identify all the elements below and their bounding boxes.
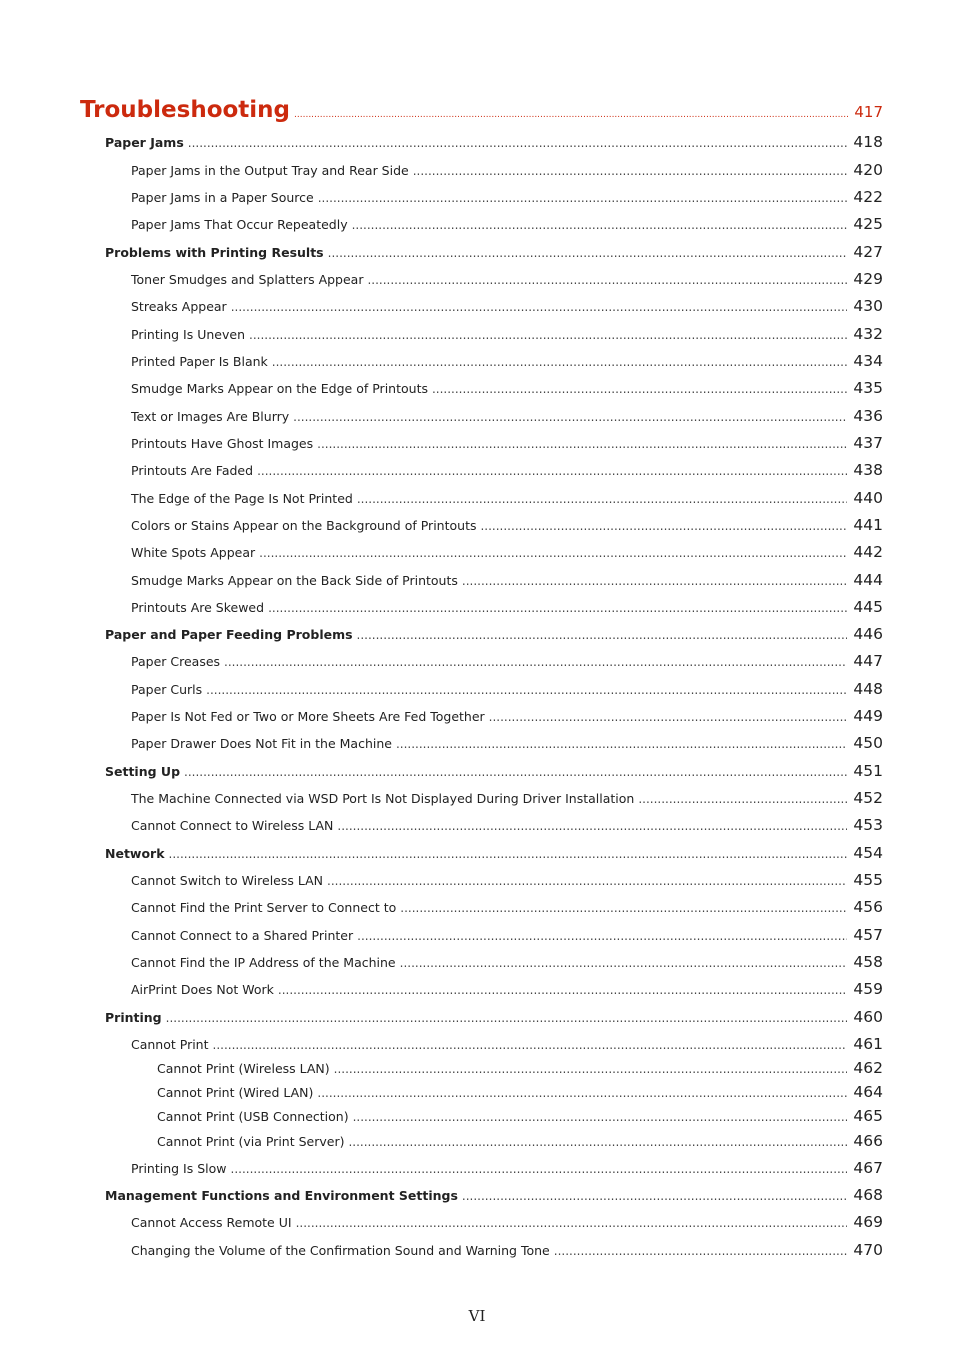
toc-entry-page: 429: [853, 270, 883, 288]
toc-leader-dots: [462, 1189, 847, 1203]
toc-entry[interactable]: [131, 953, 883, 971]
toc-leader-dots: [294, 110, 848, 120]
toc-entry-page: 455: [853, 871, 883, 889]
toc-entry-page: 448: [853, 680, 883, 698]
toc-entry-page: 447: [853, 652, 883, 670]
toc-entry[interactable]: [131, 1035, 883, 1053]
toc-entry-title: Setting Up: [105, 764, 181, 779]
toc-entry[interactable]: [131, 188, 883, 206]
toc-leader-dots: [231, 1162, 848, 1176]
toc-entry[interactable]: [131, 734, 883, 752]
toc-entry-title: Cannot Find the Print Server to Connect to: [131, 900, 397, 915]
toc-entry-page: 425: [853, 215, 883, 233]
toc-entry[interactable]: [131, 325, 883, 343]
toc-entry-page: 435: [853, 379, 883, 397]
toc-entry-page: 466: [853, 1132, 883, 1150]
toc-entry-page: 459: [853, 980, 883, 998]
toc-entry[interactable]: [131, 871, 883, 889]
toc-entry-page: 442: [853, 543, 883, 561]
toc-leader-dots: [296, 1216, 848, 1230]
toc-leader-dots: [462, 574, 848, 588]
toc-leader-dots: [268, 601, 847, 615]
toc-section-title: Troubleshooting: [80, 97, 291, 123]
toc-entry-page: 462: [853, 1059, 883, 1077]
toc-section-heading[interactable]: [80, 97, 883, 123]
toc-entry-page: 440: [853, 489, 883, 507]
toc-entry[interactable]: [131, 215, 883, 233]
toc-entry-title: The Edge of the Page Is Not Printed: [131, 491, 353, 506]
toc-entry-page: 420: [853, 161, 883, 179]
toc-entry-title: Printouts Have Ghost Images: [131, 436, 314, 451]
toc-leader-dots: [184, 765, 847, 779]
toc-entry-title: Smudge Marks Appear on the Back Side of Printouts: [131, 573, 458, 588]
toc-entry[interactable]: [131, 1241, 883, 1259]
toc-leader-dots: [278, 983, 848, 997]
toc-entry-title: Printouts Are Faded: [131, 463, 254, 478]
toc-entry-title: Printing Is Slow: [131, 1161, 227, 1176]
toc-entry[interactable]: [131, 598, 883, 616]
toc-leader-dots: [432, 382, 847, 396]
toc-entry[interactable]: [131, 434, 883, 452]
toc-entry[interactable]: [131, 407, 883, 425]
toc-entry[interactable]: [131, 707, 883, 725]
toc-entry-title: Cannot Switch to Wireless LAN: [131, 873, 324, 888]
toc-leader-dots: [328, 246, 848, 260]
toc-entry-title: Printouts Are Skewed: [131, 600, 265, 615]
toc-entry-page: 444: [853, 571, 883, 589]
toc-leader-dots: [367, 273, 847, 287]
toc-entry[interactable]: [105, 844, 883, 862]
toc-leader-dots: [249, 328, 847, 342]
toc-entry-title: Cannot Connect to Wireless LAN: [131, 818, 334, 833]
toc-entry[interactable]: [131, 461, 883, 479]
toc-entry[interactable]: [131, 1159, 883, 1177]
toc-entry-title: Colors or Stains Appear on the Background of Printouts: [131, 518, 477, 533]
toc-entry-title: Paper Jams in a Paper Source: [131, 190, 314, 205]
toc-entry-page: 467: [853, 1159, 883, 1177]
toc-entry-title: Paper Is Not Fed or Two or More Sheets Are Fed Together: [131, 709, 485, 724]
toc-entry-page: 470: [853, 1241, 883, 1259]
toc-leader-dots: [327, 874, 847, 888]
toc-leader-dots: [413, 164, 848, 178]
toc-leader-dots: [334, 1062, 848, 1076]
toc-entry-title: AirPrint Does Not Work: [131, 982, 274, 997]
toc-entry[interactable]: [131, 516, 883, 534]
toc-entry-page: 453: [853, 816, 883, 834]
toc-entry-title: Toner Smudges and Splatters Appear: [131, 272, 364, 287]
toc-entry[interactable]: [131, 1213, 883, 1231]
toc-entry-page: 449: [853, 707, 883, 725]
page-number: VI: [468, 1307, 486, 1325]
toc-leader-dots: [206, 683, 847, 697]
toc-entry-page: 430: [853, 297, 883, 315]
toc-leader-dots: [352, 218, 848, 232]
toc-entry-title: White Spots Appear: [131, 545, 256, 560]
toc-entry[interactable]: [131, 270, 883, 288]
toc-entry-page: 446: [853, 625, 883, 643]
toc-leader-dots: [169, 847, 848, 861]
toc-entry-title: Printed Paper Is Blank: [131, 354, 268, 369]
toc-entry-title: Problems with Printing Results: [105, 245, 324, 260]
toc-entry[interactable]: [157, 1132, 883, 1150]
toc-entry[interactable]: [131, 898, 883, 916]
toc-entry-page: 465: [853, 1107, 883, 1125]
toc-leader-dots: [213, 1038, 848, 1052]
toc-entry-page: 458: [853, 953, 883, 971]
toc-entry[interactable]: [131, 489, 883, 507]
toc-entry-title: Paper Jams: [105, 135, 184, 150]
toc-entry-page: 434: [853, 352, 883, 370]
toc-entry-page: 450: [853, 734, 883, 752]
toc-entry-title: Streaks Appear: [131, 299, 227, 314]
toc-entry-title: Network: [105, 846, 165, 861]
toc-entry-title: Cannot Print (via Print Server): [157, 1134, 345, 1149]
toc-entry-page: 445: [853, 598, 883, 616]
toc-entry-title: Cannot Access Remote UI: [131, 1215, 292, 1230]
toc-leader-dots: [166, 1011, 848, 1025]
toc-entry[interactable]: [131, 980, 883, 998]
toc-leader-dots: [337, 819, 847, 833]
toc-entry-page: 456: [853, 898, 883, 916]
toc-leader-dots: [554, 1244, 848, 1258]
toc-entry-page: 441: [853, 516, 883, 534]
toc-leader-dots: [357, 492, 848, 506]
toc-entry-page: 454: [853, 844, 883, 862]
toc-entry-page: 418: [853, 133, 883, 151]
toc-entry-title: Management Functions and Environment Settings: [105, 1188, 458, 1203]
toc-entry-page: 461: [853, 1035, 883, 1053]
toc-leader-dots: [480, 519, 847, 533]
toc-entry-page: 427: [853, 243, 883, 261]
toc-entry[interactable]: [131, 789, 883, 807]
toc-entry[interactable]: [105, 625, 883, 643]
toc-entry[interactable]: [131, 571, 883, 589]
toc-entry[interactable]: [131, 297, 883, 315]
toc-leader-dots: [317, 1086, 847, 1100]
toc-entry-page: 468: [853, 1186, 883, 1204]
toc-leader-dots: [348, 1135, 847, 1149]
toc-leader-dots: [489, 710, 848, 724]
toc-entry[interactable]: [131, 680, 883, 698]
toc-entry-title: Paper Jams That Occur Repeatedly: [131, 217, 348, 232]
toc-entry-title: Cannot Print (Wired LAN): [157, 1085, 314, 1100]
toc-entry-title: Paper and Paper Feeding Problems: [105, 627, 353, 642]
toc-leader-dots: [272, 355, 848, 369]
toc-entry[interactable]: [131, 161, 883, 179]
toc-leader-dots: [400, 901, 847, 915]
toc-leader-dots: [188, 136, 848, 150]
toc-leader-dots: [259, 546, 847, 560]
toc-entry-page: 432: [853, 325, 883, 343]
toc-entry[interactable]: [157, 1059, 883, 1077]
toc-entry[interactable]: [105, 1186, 883, 1204]
toc-entry-title: Cannot Connect to a Shared Printer: [131, 928, 354, 943]
toc-leader-dots: [257, 464, 847, 478]
toc-entry[interactable]: [131, 379, 883, 397]
toc-section-page: 417: [854, 103, 883, 121]
toc-leader-dots: [231, 300, 848, 314]
toc-entry-page: 422: [853, 188, 883, 206]
toc-entry[interactable]: [131, 816, 883, 834]
toc-entry-title: Printing Is Uneven: [131, 327, 246, 342]
toc-leader-dots: [317, 437, 847, 451]
toc-entry-page: 469: [853, 1213, 883, 1231]
toc-entry[interactable]: [131, 543, 883, 561]
toc-entry-title: Printing: [105, 1010, 162, 1025]
toc-leader-dots: [638, 792, 847, 806]
toc-leader-dots: [318, 191, 848, 205]
toc-entry[interactable]: [105, 1008, 883, 1026]
toc-entry-title: Cannot Find the IP Address of the Machine: [131, 955, 396, 970]
toc-entry-title: Smudge Marks Appear on the Edge of Printouts: [131, 381, 428, 396]
toc-entry-title: Paper Drawer Does Not Fit in the Machine: [131, 736, 392, 751]
toc-entry-title: Cannot Print (Wireless LAN): [157, 1061, 330, 1076]
toc-entry-page: 451: [853, 762, 883, 780]
toc-leader-dots: [400, 956, 848, 970]
toc-entry[interactable]: [131, 926, 883, 944]
toc-entry[interactable]: [105, 762, 883, 780]
toc-entry[interactable]: [105, 243, 883, 261]
toc-entry-title: Paper Curls: [131, 682, 203, 697]
toc-entry-title: Paper Creases: [131, 654, 221, 669]
toc-entry[interactable]: [157, 1083, 883, 1101]
toc-entry-title: Paper Jams in the Output Tray and Rear Side: [131, 163, 409, 178]
toc-entry-page: 437: [853, 434, 883, 452]
toc-leader-dots: [353, 1110, 848, 1124]
toc-entry-title: Text or Images Are Blurry: [131, 409, 290, 424]
toc-entry-title: The Machine Connected via WSD Port Is Not Displayed During Driver Installation: [131, 791, 635, 806]
toc-entry-title: Cannot Print (USB Connection): [157, 1109, 349, 1124]
toc-leader-dots: [293, 410, 847, 424]
toc-leader-dots: [224, 655, 847, 669]
toc-leader-dots: [357, 929, 847, 943]
toc-entry-title: Changing the Volume of the Confirmation Sound and Warning Tone: [131, 1243, 550, 1258]
toc-entry-page: 460: [853, 1008, 883, 1026]
toc-entry-page: 464: [853, 1083, 883, 1101]
toc-entry[interactable]: [131, 652, 883, 670]
toc-entry-page: 452: [853, 789, 883, 807]
toc-entry-page: 457: [853, 926, 883, 944]
toc-entry-page: 438: [853, 461, 883, 479]
toc-entry[interactable]: [157, 1107, 883, 1125]
toc-leader-dots: [396, 737, 847, 751]
toc-entry-page: 436: [853, 407, 883, 425]
toc-entry-title: Cannot Print: [131, 1037, 209, 1052]
toc-entry[interactable]: [105, 133, 883, 151]
toc-leader-dots: [357, 628, 848, 642]
toc-entry[interactable]: [131, 352, 883, 370]
